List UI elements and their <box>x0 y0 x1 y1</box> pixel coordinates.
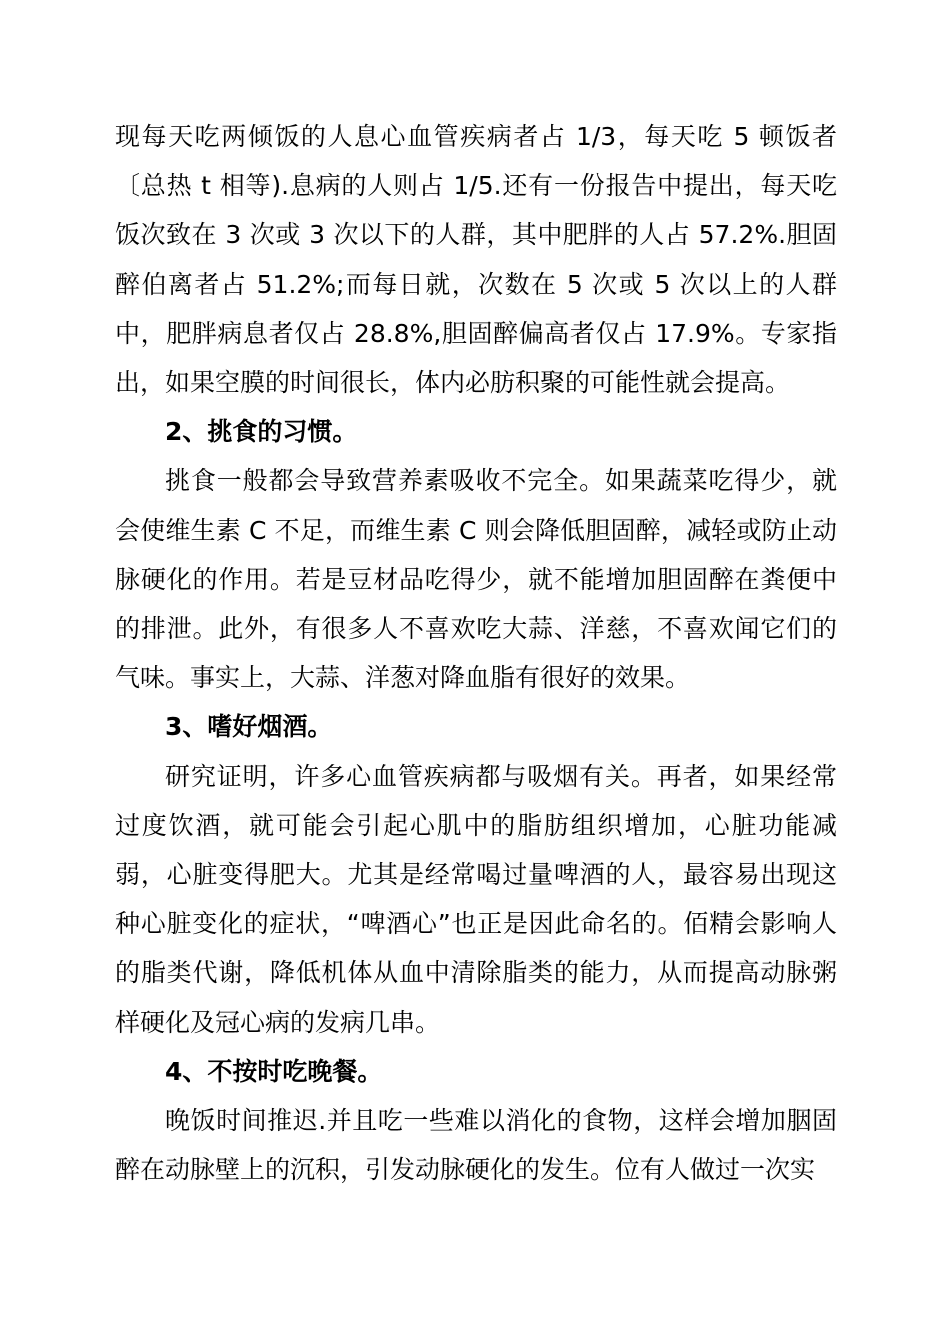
paragraph-late-dinner: 晚饭时间推迟.并且吃一些难以消化的食物，这样会增加胭固醉在动脉壁上的沉积，引发动脉硬化的发生。位有人做过一次实 <box>115 1106 837 1185</box>
paragraph-picky-eating: 挑食一般都会导致营养素吸收不完全。如果蔬菜吃得少，就会使维生素 C 不足，而维生素 C 则会降低胆固醉，减轻或防止动脉硬化的作用。若是豆材品吃得少，就不能增加胆固醉在粪便中的排泄。此外，有很多人不喜欢吃大蒜、洋慈，不喜欢闻它们的气味。事实上，大蒜、洋葱对降血脂有很好的效果。 <box>115 466 837 693</box>
paragraph-meal-frequency: 现每天吃两倾饭的人息心血管疾病者占 1/3，每天吃 5 顿饭者〔总热 t 相等).息病的人则占 1/5.还有一份报告中提出，每天吃饭次致在 3 次或 3 次以下的人群，其中肥胖的人占 57.2%.胆固醉伯离者占 51.2%;而每日就，次数在 5 次或 5 次以上的人群中，肥胖病息者仅占 28.8%,胆固醉偏高者仅占 17.9%。专家指出，如果空膜的时间很长，体内必肪积聚的可能性就会提高。 <box>115 122 837 398</box>
heading-smoking-drinking: 3、嗜好烟酒。 <box>165 712 333 742</box>
paragraph-smoking-drinking: 研究证明，许多心血管疾病都与吸烟有关。再者，如果经常过度饮酒，就可能会引起心肌中的脂肪组织增加，心脏功能减弱，心脏变得肥大。尤其是经常喝过量啤酒的人，最容易出现这种心脏变化的症状，“啤酒心”也正是因此命名的。佰精会影响人的脂类代谢，降低机体从血中清除脂类的能力，从而提高动脉粥样硬化及冠心病的发病几串。 <box>115 761 837 1037</box>
document-body <box>115 112 837 1194</box>
heading-picky-eating: 2、挑食的习惯。 <box>165 417 358 447</box>
heading-late-dinner: 4、不按时吃晚餐。 <box>165 1056 383 1086</box>
